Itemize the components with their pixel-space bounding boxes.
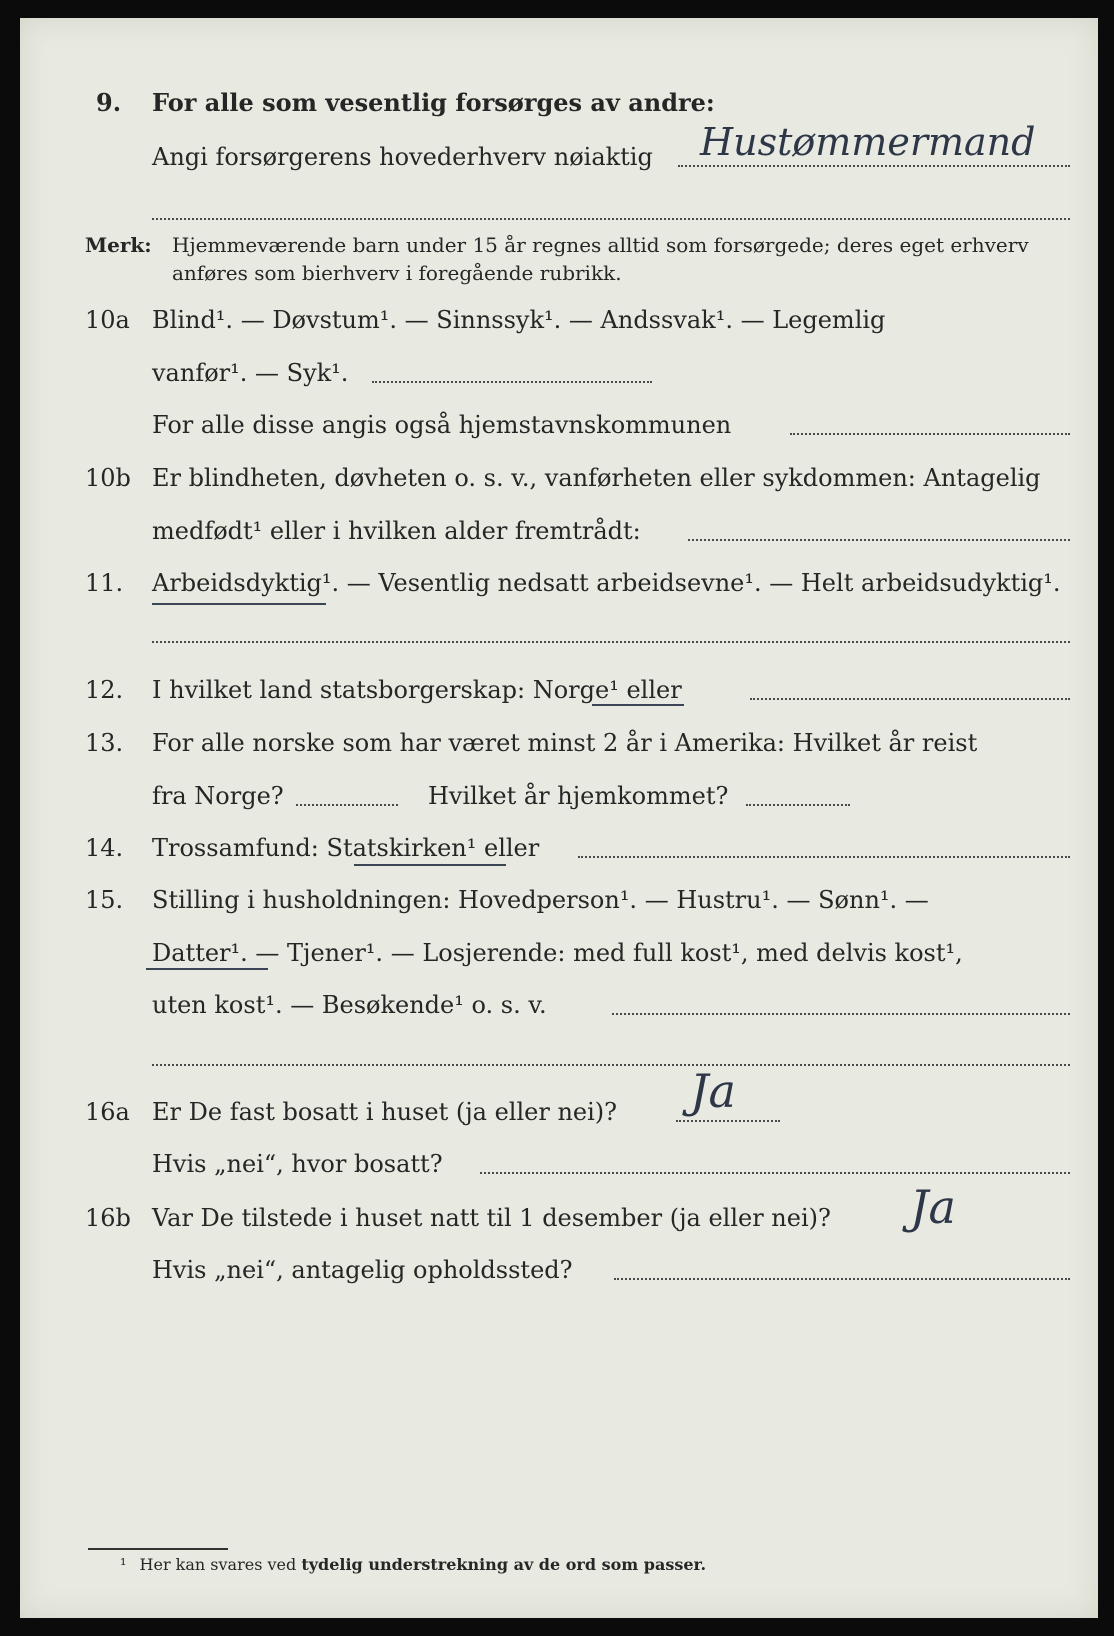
q10a-text-3: For alle disse angis også hjemstavnskommunen xyxy=(152,411,732,439)
footnote xyxy=(120,1553,706,1577)
footnote-text-2: tydelig understrekning av de ord som passer. xyxy=(301,1555,707,1574)
footnote-text-1: Her kan svares ved xyxy=(139,1555,297,1574)
merk-text-2: anføres som bierhverv i foregående rubrikk. xyxy=(172,261,622,285)
q15-row-3 xyxy=(0,985,1114,1025)
q10b-row-1 xyxy=(0,458,1114,498)
q13-reist-line xyxy=(296,804,398,806)
q16b-row-2 xyxy=(0,1250,1114,1290)
q16a-answer-line xyxy=(676,1120,780,1122)
q10b-text-2: medfødt¹ eller i hvilken alder fremtrådt: xyxy=(152,517,641,545)
q13-row-1 xyxy=(0,723,1114,763)
q14-answer-line xyxy=(578,856,1070,858)
q15-handwritten-underline xyxy=(146,968,268,970)
q16a-text-1: Er De fast bosatt i huset (ja eller nei)? xyxy=(152,1098,618,1126)
q16a-bosatt-line xyxy=(480,1172,1070,1174)
q16b-text-1: Var De tilstede i huset natt til 1 desember (ja eller nei)? xyxy=(152,1204,831,1232)
q13-text-2a: fra Norge? xyxy=(152,782,284,810)
q13-hjemkommet-line xyxy=(746,804,850,806)
merk-row-2 xyxy=(0,253,1114,293)
q12-handwritten-underline xyxy=(592,704,684,706)
q10a-number: 10a xyxy=(85,306,130,334)
q13-number: 13. xyxy=(85,729,124,757)
footnote-rule xyxy=(88,1548,228,1550)
q16b-text-2: Hvis „nei“, antagelig opholdssted? xyxy=(152,1256,573,1284)
q13-row-2 xyxy=(0,776,1114,816)
q15-text-2: Datter¹. — Tjener¹. — Losjerende: med full kost¹, med delvis kost¹, xyxy=(152,939,963,967)
q10a-row-1 xyxy=(0,300,1114,340)
q9-prompt: Angi forsørgerens hovederhverv nøiaktig xyxy=(152,143,653,171)
q10a-hjemstavn-line xyxy=(790,433,1070,435)
q16b-handwritten-answer: Ja xyxy=(910,1180,956,1234)
q12-number: 12. xyxy=(85,676,124,704)
q14-text: Trossamfund: Statskirken¹ eller xyxy=(152,834,540,862)
q9-number: 9. xyxy=(96,88,122,117)
q15-text-3: uten kost¹. — Besøkende¹ o. s. v. xyxy=(152,991,547,1019)
q10a-row-3 xyxy=(0,405,1114,445)
q16a-number: 16a xyxy=(85,1098,130,1126)
q10b-answer-line xyxy=(688,539,1070,541)
q16b-number: 16b xyxy=(85,1204,131,1232)
q16a-text-2: Hvis „nei“, hvor bosatt? xyxy=(152,1150,443,1178)
q15-number: 15. xyxy=(85,886,124,914)
q9-title: For alle som vesentlig forsørges av andre: xyxy=(152,88,715,117)
q9-answer-line xyxy=(678,165,1070,167)
q14-handwritten-underline xyxy=(354,864,506,866)
q9-handwritten-answer: Hustømmermand xyxy=(700,120,1036,164)
q16b-opholdssted-line xyxy=(614,1278,1070,1280)
q10b-number: 10b xyxy=(85,464,131,492)
q11-handwritten-underline xyxy=(152,603,326,605)
q11-text: Arbeidsdyktig¹. — Vesentlig nedsatt arbeidsevne¹. — Helt arbeidsudyktig¹. xyxy=(152,569,1061,597)
q9-row-1 xyxy=(0,83,1114,123)
q15-extra-line xyxy=(152,1064,1070,1066)
q16a-handwritten-answer: Ja xyxy=(690,1064,736,1118)
q15-row-1 xyxy=(0,880,1114,920)
q15-text-1: Stilling i husholdningen: Hovedperson¹. — Hustru¹. — Sønn¹. — xyxy=(152,886,929,914)
q11-number: 11. xyxy=(85,569,124,597)
q10a-text-2: vanfør¹. — Syk¹. xyxy=(152,359,349,387)
separator-rule xyxy=(152,218,1070,220)
q13-text-2b: Hvilket år hjemkommet? xyxy=(428,782,729,810)
q14-row-1 xyxy=(0,828,1114,868)
footnote-mark: ¹ xyxy=(120,1555,127,1574)
merk-text-1: Hjemmeværende barn under 15 år regnes alltid som forsørgede; deres eget erhverv xyxy=(172,233,1029,257)
q12-text: I hvilket land statsborgerskap: Norge¹ eller xyxy=(152,676,682,704)
q16a-row-1 xyxy=(0,1092,1114,1132)
q15-row-2 xyxy=(0,933,1114,973)
q10a-text-1: Blind¹. — Døvstum¹. — Sinnssyk¹. — Andssvak¹. — Legemlig xyxy=(152,306,886,334)
q16a-row-2 xyxy=(0,1144,1114,1184)
q10b-row-2 xyxy=(0,511,1114,551)
q10a-answer-line xyxy=(372,381,652,383)
q12-answer-line xyxy=(750,698,1070,700)
merk-label: Merk: xyxy=(85,233,152,257)
q11-answer-line xyxy=(152,641,1070,643)
q10a-row-2 xyxy=(0,353,1114,393)
q10b-text-1: Er blindheten, døvheten o. s. v., vanførheten eller sykdommen: Antagelig xyxy=(152,464,1041,492)
q12-row-1 xyxy=(0,670,1114,710)
q14-number: 14. xyxy=(85,834,124,862)
q15-answer-line xyxy=(612,1013,1070,1015)
q11-row-1 xyxy=(0,563,1114,603)
q13-text-1: For alle norske som har været minst 2 år i Amerika: Hvilket år reist xyxy=(152,729,978,757)
